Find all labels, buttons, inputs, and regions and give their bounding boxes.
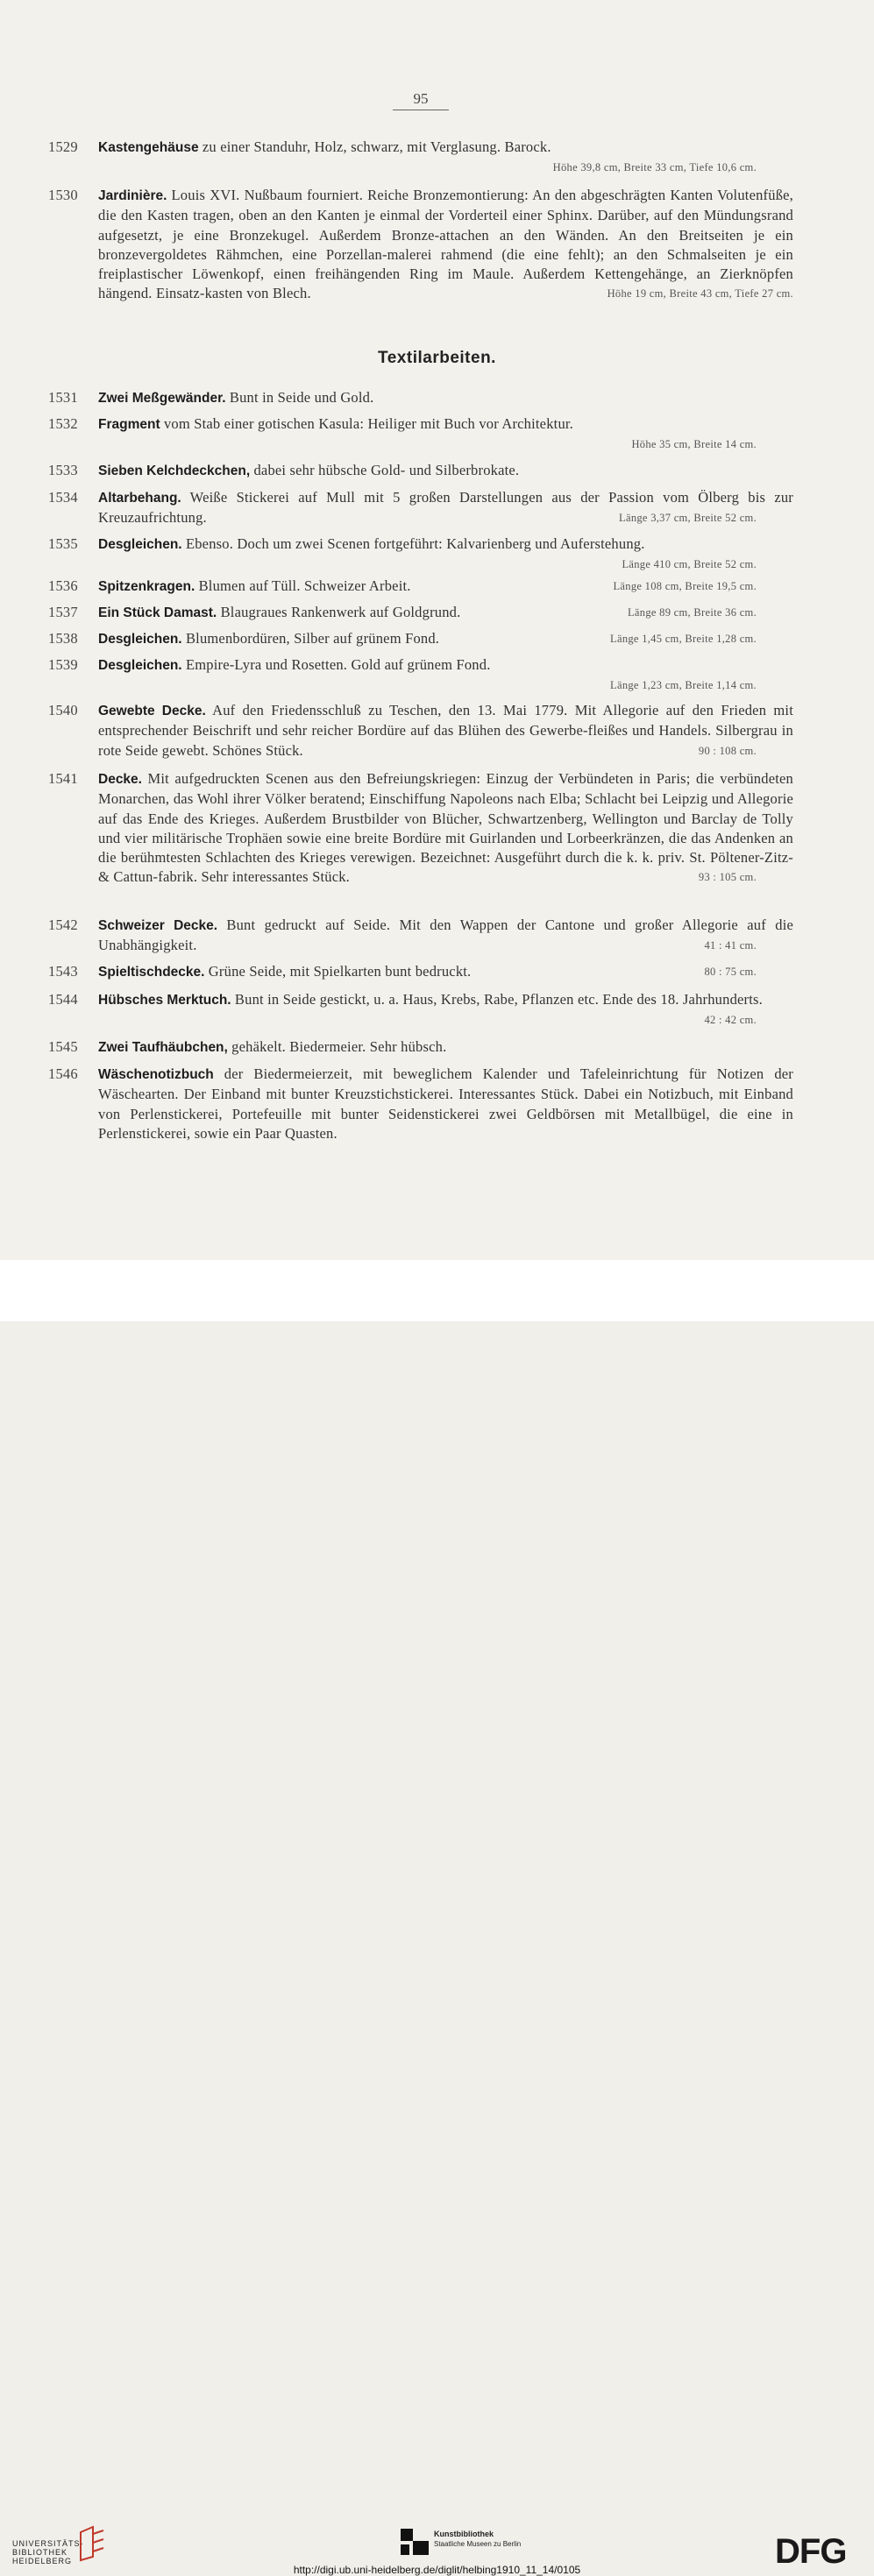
entry-dimensions: 42 : 42 cm. bbox=[704, 1014, 757, 1027]
catalog-entry bbox=[48, 138, 793, 178]
entry-text: Louis XVI. Nußbaum fourniert. Reiche Bronzemontierung: An den abgeschrägten Kanten Volutenfüße, die den Kasten tragen, oben an den Kanten je einmal der Vorderteil einer Sphinx. Darüber, auf den Mündungsrand aufgesetzt, je eine Bronzekugel. Außerdem Bronze-attachen an den Wänden. An den Breitseiten je ein bronzevergoldetes Rähmchen, eine Porzellan-malerei rahmend (die eine fehlt); an den Schmalseiten je ein freiplastischer Löwenkopf, einen freihängenden Ring im Maule. Außerdem Kettengehänge, an Zierknöpfen hängend. Einsatz-kasten von Blech. bbox=[98, 187, 793, 302]
catalog-entry bbox=[48, 603, 793, 623]
entry-title: Wäschenotizbuch bbox=[98, 1067, 214, 1082]
entry-title: Fragment bbox=[98, 417, 160, 432]
catalog-entry bbox=[48, 577, 793, 597]
entry-title: Spitzenkragen. bbox=[98, 579, 195, 594]
entry-title: Desgleichen. bbox=[98, 658, 182, 673]
kunstbibliothek-label: Kunstbibliothek Staatliche Museen zu Berlin bbox=[434, 2530, 522, 2548]
catalog-entry bbox=[48, 1065, 793, 1143]
catalog-entry bbox=[48, 461, 793, 481]
entry-text: Empire-Lyra und Rosetten. Gold auf grünem Fond. bbox=[181, 656, 491, 673]
entry-text: Auf den Friedensschluß zu Teschen, den 13. Mai 1779. Mit Allegorie auf den Frieden mit entsprechender Beischrift und sehr reicher Bordüre auf das Blühen des Gewerbe-fleißes und Handels. Silbergrau in rote Seide gewebt. Schönes Stück. bbox=[98, 702, 793, 759]
entry-title: Hübsches Merktuch. bbox=[98, 993, 231, 1008]
entry-number: 1540 bbox=[48, 702, 78, 718]
footer-bar bbox=[0, 1260, 874, 2576]
catalog-entry bbox=[48, 414, 793, 455]
entry-text: Bunt gedruckt auf Seide. Mit den Wappen der Cantone und großer Allegorie auf die Unabhängigkeit. bbox=[98, 916, 793, 954]
scanned-page bbox=[0, 0, 874, 1260]
catalog-entry bbox=[48, 534, 793, 575]
entry-dimensions: 80 : 75 cm. bbox=[704, 966, 757, 978]
catalog-entry bbox=[48, 916, 793, 956]
entry-title: Altarbehang. bbox=[98, 491, 181, 506]
entry-title: Decke. bbox=[98, 772, 142, 787]
entry-text: Bunt in Seide gestickt, u. a. Haus, Krebs, Rabe, Pflanzen etc. Ende des 18. Jahrhunderts. bbox=[231, 991, 763, 1008]
entry-dimensions: Länge 1,45 cm, Breite 1,28 cm. bbox=[610, 633, 757, 645]
entry-title: Sieben Kelchdeckchen, bbox=[98, 464, 251, 478]
entry-text: der Biedermeierzeit, mit beweglichem Kalender und Tafeleinrichtung für Notizen der Wäschearten. Der Einband mit bunter Kreuzstichstickerei. Interessantes Stück. Dabei ein Notizbuch, mit Einband von Perlenstickerei, Portefeuille mit bunter Seidenstickerei zwei Geldbörsen mit Metallbügel, die eine in Perlenstickerei, sowie ein Paar Quasten. bbox=[98, 1065, 793, 1142]
entry-text: dabei sehr hübsche Gold- und Silberbrokate. bbox=[250, 462, 520, 478]
entry-dimensions: Länge 1,23 cm, Breite 1,14 cm. bbox=[610, 679, 757, 692]
entry-text: gehäkelt. Biedermeier. Sehr hübsch. bbox=[227, 1038, 447, 1055]
entry-number: 1537 bbox=[48, 604, 78, 620]
catalog-entry bbox=[48, 962, 793, 982]
dfg-logo: DFG bbox=[775, 2532, 847, 2571]
entry-number: 1535 bbox=[48, 535, 78, 552]
entry-text: Ebenso. Doch um zwei Scenen fortgeführt: Kalvarienberg und Auferstehung. bbox=[181, 535, 645, 552]
entry-number: 1530 bbox=[48, 187, 78, 203]
catalog-entry bbox=[48, 655, 793, 696]
entry-text: Blaugraues Rankenwerk auf Goldgrund. bbox=[217, 604, 461, 620]
entry-text: Bunt in Seide und Gold. bbox=[225, 389, 374, 406]
entry-dimensions: 93 : 105 cm. bbox=[698, 871, 757, 884]
source-url[interactable]: http://digi.ub.uni-heidelberg.de/diglit/helbing1910_11_14/0105 bbox=[293, 2564, 581, 2576]
entry-title: Schweizer Decke. bbox=[98, 918, 218, 933]
entry-text: Blumenbordüren, Silber auf grünem Fond. bbox=[181, 630, 440, 647]
entry-text: zu einer Standuhr, Holz, schwarz, mit Verglasung. Barock. bbox=[198, 138, 551, 155]
university-logo-icon bbox=[79, 2525, 105, 2562]
entry-title: Desgleichen. bbox=[98, 632, 182, 647]
catalog-entry bbox=[48, 629, 793, 649]
entry-number: 1536 bbox=[48, 577, 78, 594]
entry-number: 1542 bbox=[48, 916, 78, 933]
entry-text: vom Stab einer gotischen Kasula: Heiliger mit Buch vor Architektur. bbox=[160, 415, 574, 432]
entry-number: 1539 bbox=[48, 656, 78, 673]
catalog-entry bbox=[48, 990, 793, 1030]
entry-dimensions: 90 : 108 cm. bbox=[698, 744, 757, 757]
entry-dimensions: Länge 410 cm, Breite 52 cm. bbox=[622, 558, 757, 571]
entry-number: 1541 bbox=[48, 770, 78, 787]
entry-number: 1531 bbox=[48, 389, 78, 406]
entry-title: Kastengehäuse bbox=[98, 140, 199, 155]
catalog-entry bbox=[48, 488, 793, 528]
section-heading: Textilarbeiten. bbox=[378, 349, 496, 367]
kunstbibliothek-logo-icon bbox=[401, 2529, 429, 2555]
entry-text: Grüne Seide, mit Spielkarten bunt bedruckt. bbox=[204, 963, 472, 980]
entry-title: Zwei Meßgewänder. bbox=[98, 391, 226, 406]
entry-text: Weiße Stickerei auf Mull mit 5 großen Darstellungen aus der Passion vom Ölberg bis zur Kreuzaufrichtung. bbox=[98, 489, 793, 527]
entry-dimensions: Höhe 39,8 cm, Breite 33 cm, Tiefe 10,6 cm. bbox=[552, 161, 757, 174]
entry-dimensions: Höhe 35 cm, Breite 14 cm. bbox=[631, 438, 757, 451]
catalog-entry bbox=[48, 769, 793, 888]
catalog-entry bbox=[48, 1037, 793, 1058]
entry-number: 1533 bbox=[48, 462, 78, 478]
entry-title: Desgleichen. bbox=[98, 537, 182, 552]
entry-number: 1543 bbox=[48, 963, 78, 980]
entry-title: Zwei Taufhäubchen, bbox=[98, 1040, 228, 1055]
entry-title: Ein Stück Damast. bbox=[98, 605, 217, 620]
entry-number: 1532 bbox=[48, 415, 78, 432]
entry-number: 1529 bbox=[48, 138, 78, 155]
entry-dimensions: Höhe 19 cm, Breite 43 cm, Tiefe 27 cm. bbox=[607, 287, 793, 301]
entry-number: 1545 bbox=[48, 1038, 78, 1055]
entry-dimensions: 41 : 41 cm. bbox=[704, 939, 757, 952]
page-number: 95 bbox=[393, 90, 449, 110]
entry-number: 1544 bbox=[48, 991, 78, 1008]
catalog-entry bbox=[48, 186, 793, 304]
entry-text: Blumen auf Tüll. Schweizer Arbeit. bbox=[195, 577, 411, 594]
university-library-label: UNIVERSITÄTS- BIBLIOTHEK HEIDELBERG bbox=[12, 2539, 84, 2565]
catalog-entry bbox=[48, 388, 793, 408]
entry-title: Gewebte Decke. bbox=[98, 704, 206, 718]
catalog-entry bbox=[48, 701, 793, 761]
entry-dimensions: Länge 3,37 cm, Breite 52 cm. bbox=[619, 512, 757, 525]
entry-number: 1546 bbox=[48, 1065, 78, 1082]
entry-dimensions: Länge 89 cm, Breite 36 cm. bbox=[628, 606, 757, 619]
entry-number: 1538 bbox=[48, 630, 78, 647]
entry-title: Jardinière. bbox=[98, 188, 167, 203]
entry-text: Mit aufgedruckten Scenen aus den Befreiungskriegen: Einzug der Verbündeten in Paris; die verbündeten Monarchen, das Wohl ihrer Völker beratend; Einschiffung Napoleons nach Elba; Schlacht bei Leipzig und Allegorie auf das Ende des Krieges. Außerdem Brustbilder von Blücher, Schwartzenberg, Wellington und Barclay de Tolly und vier militärische Trophäen sowie eine breite Bordüre mit Guirlanden und Lorbeerkränzen, die das Andenken an die berühmtesten Schlachten des Krieges verewigen. Bezeichnet: Ausgeführt durch die k. k. priv. St. Pöltener-Zitz- & Cattun-fabrik. Sehr interessantes Stück. bbox=[98, 770, 793, 886]
entry-number: 1534 bbox=[48, 489, 78, 506]
entry-title: Spieltischdecke. bbox=[98, 965, 205, 980]
entry-dimensions: Länge 108 cm, Breite 19,5 cm. bbox=[613, 580, 757, 592]
